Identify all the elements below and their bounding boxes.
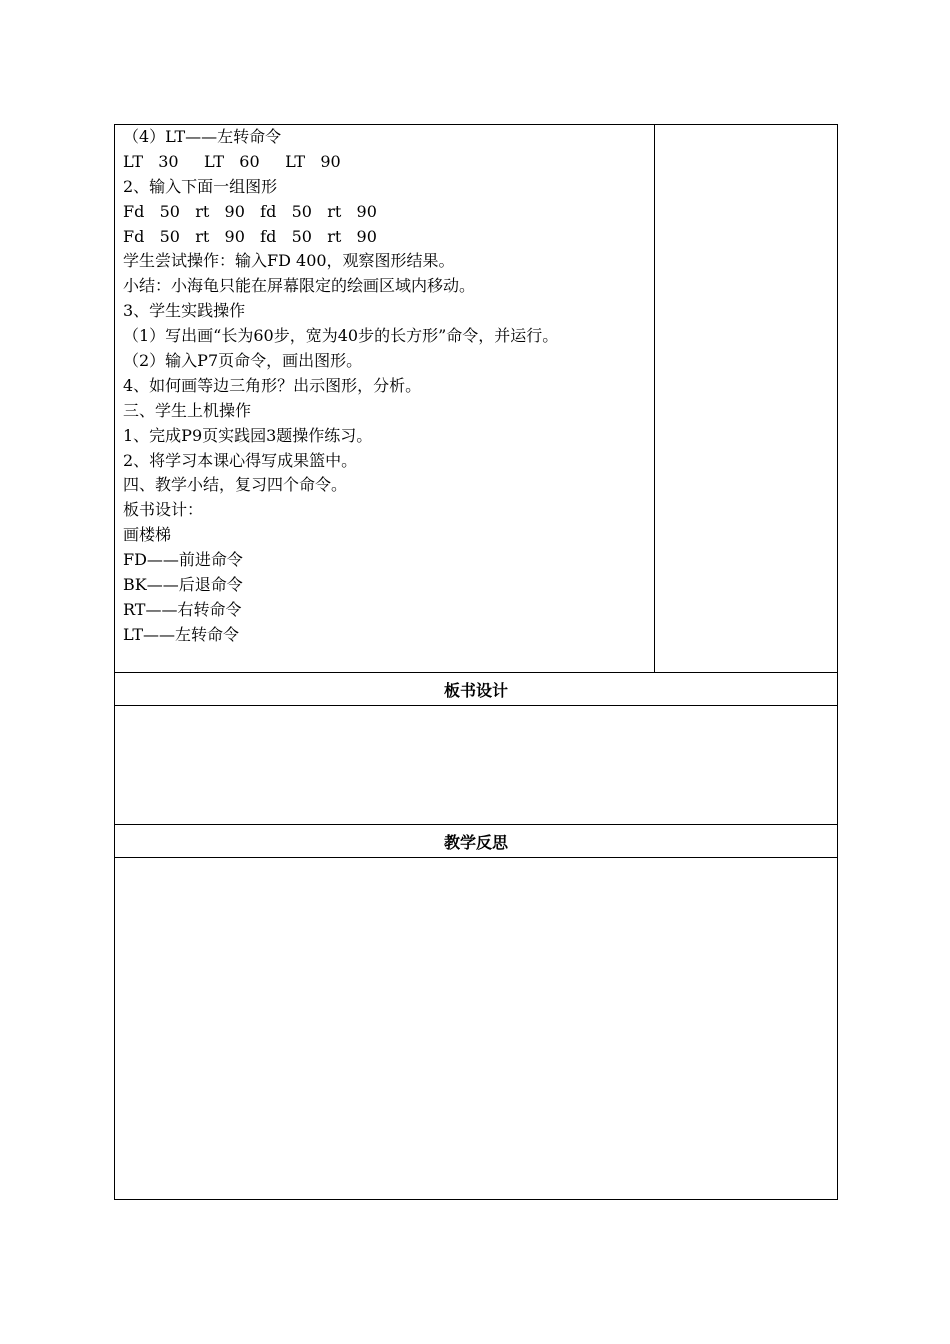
- lesson-line: 1、完成P9页实践园3题操作练习。: [123, 425, 373, 445]
- lesson-line: BK——后退命令: [123, 575, 243, 595]
- notes-column-cell: [655, 125, 838, 673]
- lesson-line: FD——前进命令: [123, 550, 243, 570]
- lesson-line: Fd 50 rt 90 fd 50 rt 90: [123, 226, 377, 246]
- content-row: [115, 125, 838, 673]
- board-design-body: [115, 706, 838, 825]
- teaching-reflection-heading: 教学反思: [115, 825, 838, 858]
- teaching-reflection-body: [115, 858, 838, 1200]
- lesson-line: LT 30 LT 60 LT 90: [123, 151, 341, 171]
- lesson-line: 板书设计：: [123, 500, 204, 520]
- reflection-body-row: [115, 858, 838, 1200]
- board-design-body-row: [115, 706, 838, 825]
- lesson-line: （2）输入P7页命令，画出图形。: [123, 351, 363, 371]
- lesson-line: 三、学生上机操作: [123, 400, 252, 420]
- lesson-line: 2、输入下面一组图形: [123, 176, 278, 196]
- lesson-line: （1）写出画“长为60步，宽为40步的长方形”命令，并运行。: [123, 326, 559, 346]
- lesson-lines: [115, 125, 654, 648]
- lesson-content-cell: [115, 125, 655, 673]
- lesson-line: RT——右转命令: [123, 599, 242, 619]
- reflection-header-row: [115, 825, 838, 858]
- lesson-line: 画楼梯: [123, 525, 172, 545]
- lesson-line: 四、教学小结，复习四个命令。: [123, 475, 348, 495]
- lesson-line: Fd 50 rt 90 fd 50 rt 90: [123, 201, 377, 221]
- lesson-line: LT——左转命令: [123, 624, 239, 644]
- board-design-header-row: [115, 673, 838, 706]
- lesson-line: 小结：小海龟只能在屏幕限定的绘画区域内移动。: [123, 276, 476, 296]
- lesson-plan-table: [114, 124, 838, 1200]
- lesson-line: 3、学生实践操作: [123, 301, 246, 321]
- lesson-line: （4）LT——左转命令: [123, 127, 282, 146]
- lesson-line: 4、如何画等边三角形？出示图形，分析。: [123, 375, 422, 395]
- lesson-line: 2、将学习本课心得写成果篮中。: [123, 450, 358, 470]
- lesson-line: 学生尝试操作：输入FD 400，观察图形结果。: [123, 251, 455, 271]
- board-design-heading: 板书设计: [115, 673, 838, 706]
